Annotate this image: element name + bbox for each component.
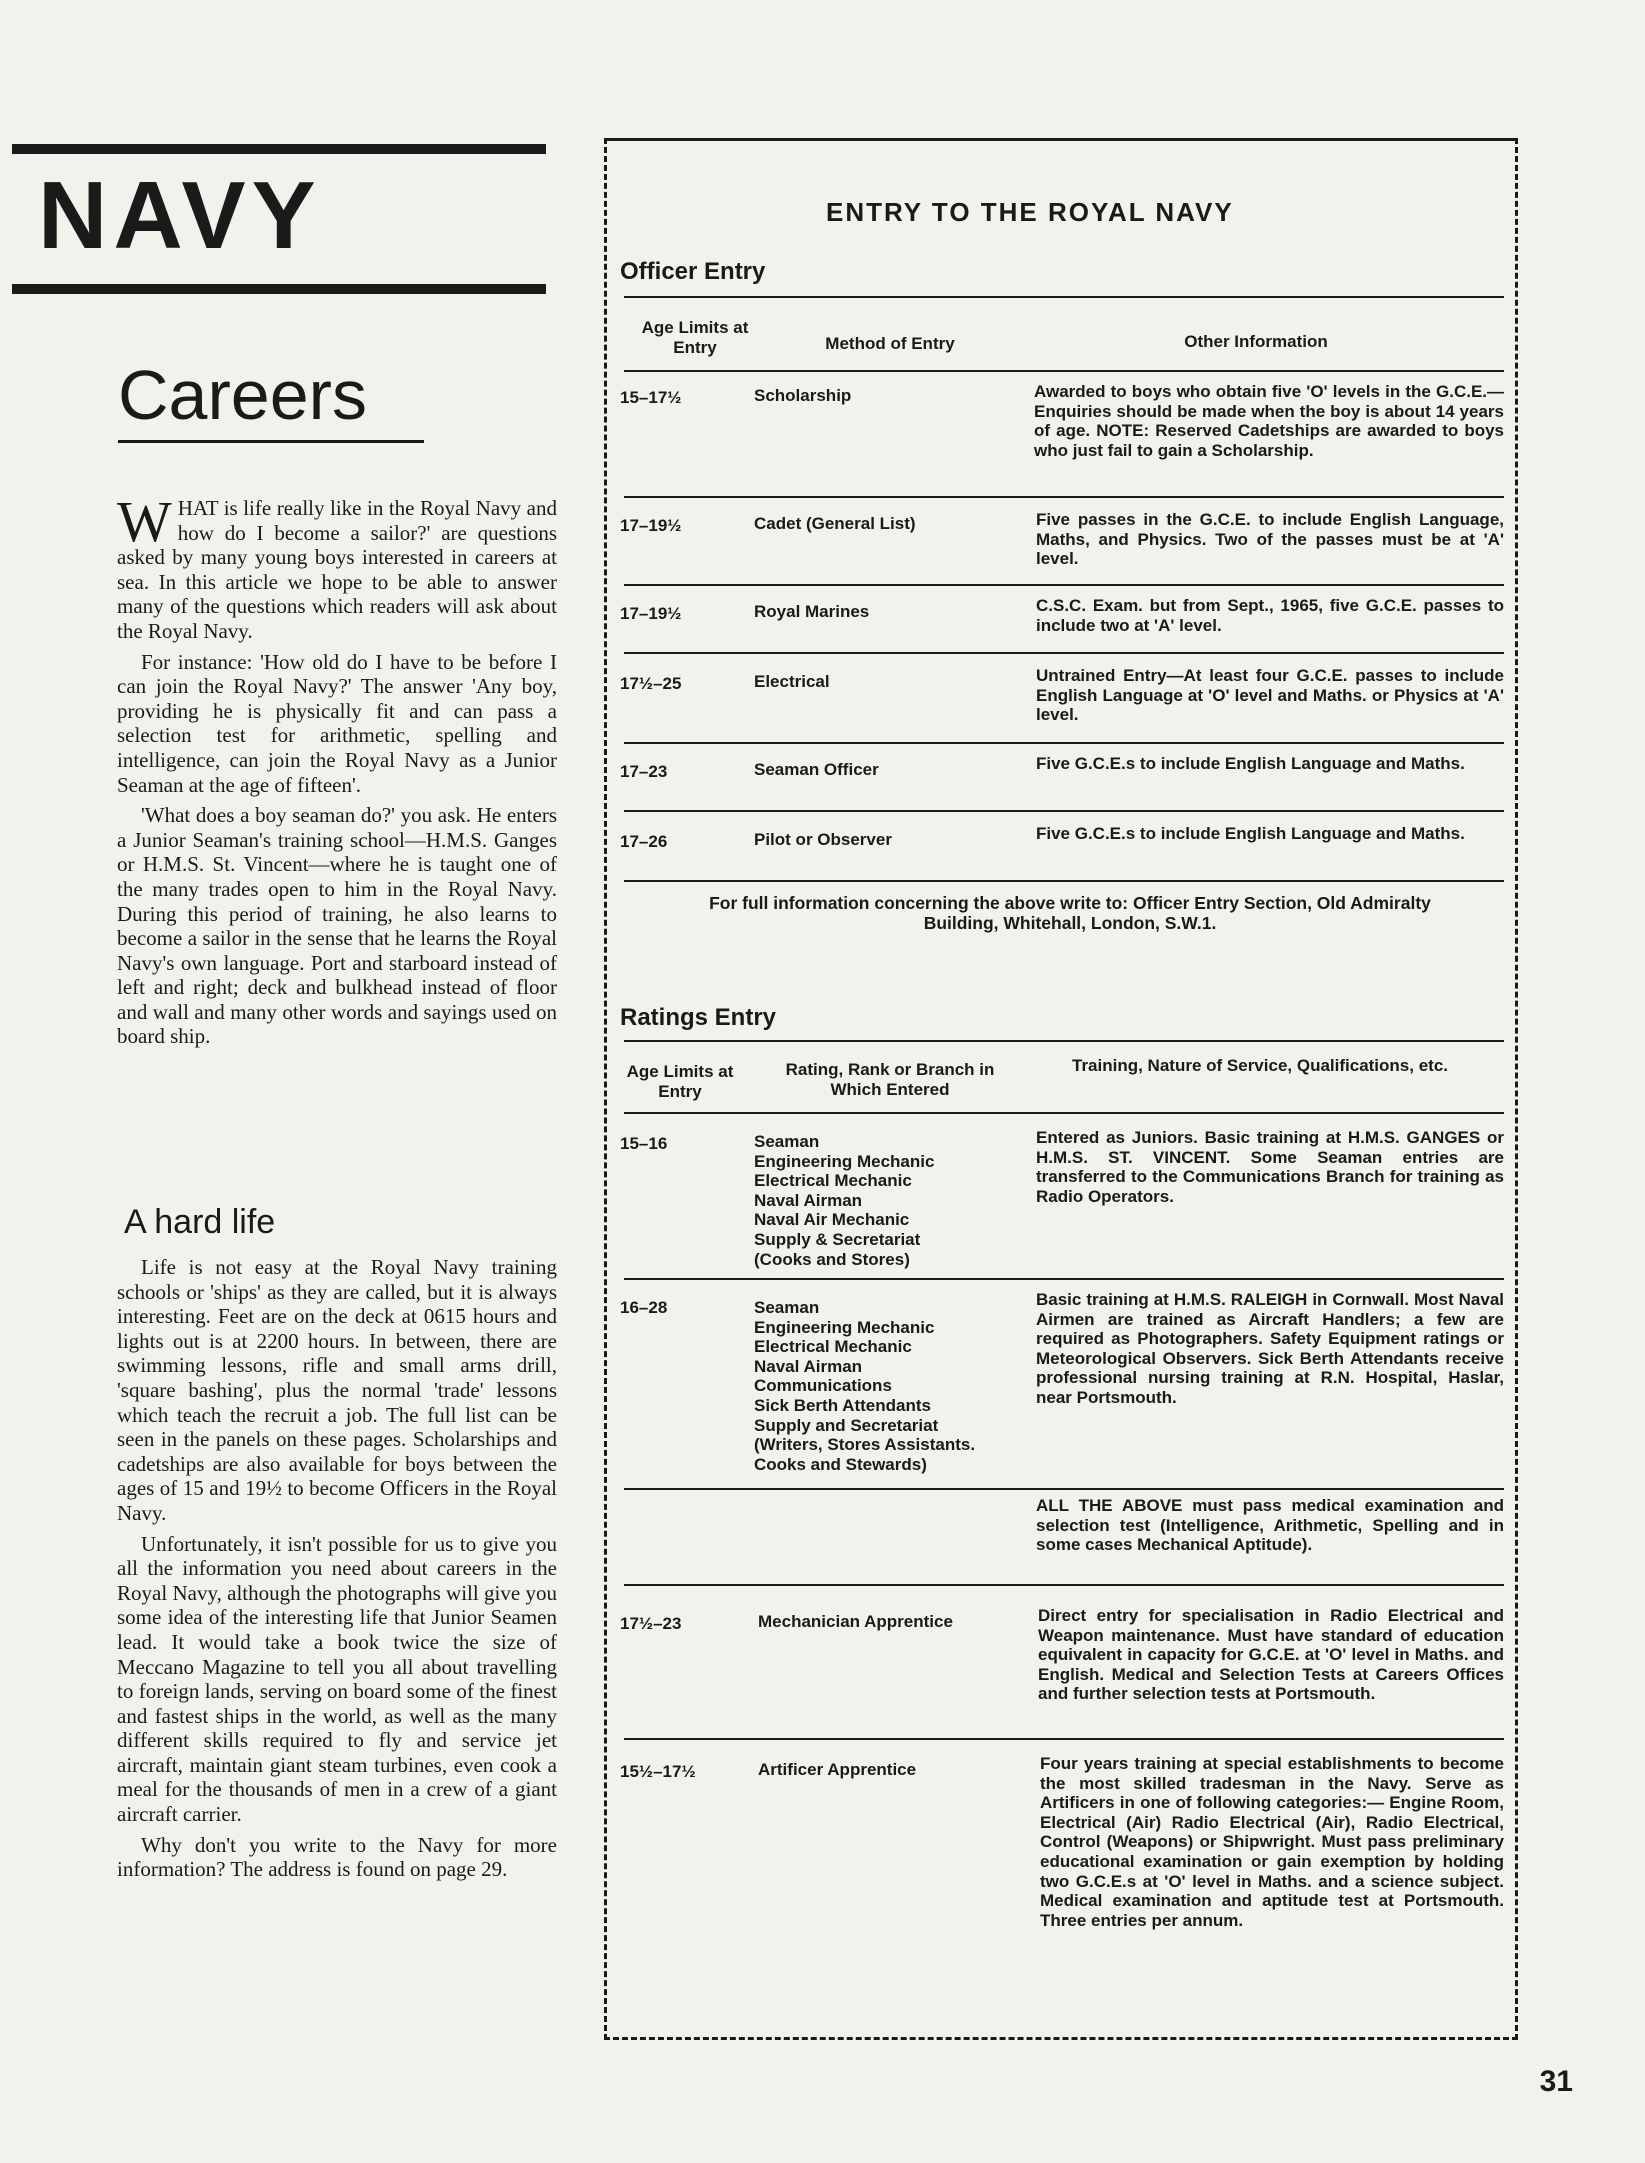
ratings-row-branch-list bbox=[758, 1612, 1018, 1632]
officer-entry-address-note: For full information concerning the above write to: Officer Entry Section, Old Admiralty Building, Whitehall, London, S.W.1. bbox=[709, 893, 1431, 933]
ratings-col-age-header: Age Limits at Entry bbox=[626, 1062, 734, 1101]
officer-row-age: 17–19½ bbox=[620, 604, 682, 623]
officer-row-method: Pilot or Observer bbox=[754, 830, 892, 849]
officer-row-info: Five passes in the G.C.E. to include English Language, Maths, and Physics. Two of the passes must be at 'A' level. bbox=[1036, 510, 1504, 569]
ratings-col-info-header: Training, Nature of Service, Qualifications, etc. bbox=[1072, 1056, 1448, 1075]
article-paragraph-4: Life is not easy at the Royal Navy training schools or 'ships' as they are called, but it is always interesting. Feet are on the deck at 0615 hours and lights out is at 2200 hours. In between, there are swimming lessons, rifle and small arms drill, 'square bashing', plus the normal 'trade' lessons which teach the recruit a job. The full list can be seen in the panels on these pages. Scholarships and cadetships are also available for boys between the ages of 15 and 19½ to become Officers in the Royal Navy. bbox=[117, 1255, 557, 1525]
ratings-branch-item: Electrical Mechanic bbox=[754, 1337, 912, 1357]
ratings-branch-item: (Writers, Stores Assistants. bbox=[754, 1435, 976, 1455]
ratings-row-rule bbox=[624, 1584, 1504, 1586]
article-paragraph-5: Unfortunately, it isn't possible for us to give you all the information you need about careers in the Royal Navy, although the photographs will give you some idea of the interesting life that Junior Seamen lead. It would take a book twice the size of Meccano Magazine to tell you all about travelling to foreign lands, serving on board some of the finest and fastest ships in the world, as well as the many different skills required to fly and service jet aircraft, maintain giant steam turbines, even cook a meal for the thousands of men in a crew of a giant aircraft carrier. bbox=[117, 1531, 557, 1827]
officer-row-method: Electrical bbox=[754, 672, 830, 691]
ratings-row-rule bbox=[624, 1488, 1504, 1490]
officer-row-method: Seaman Officer bbox=[754, 760, 879, 779]
ratings-row-info: Entered as Juniors. Basic training at H.M.S. GANGES or H.M.S. ST. VINCENT. Some Seaman entries are transferred to the Communications Branch for training as Radio Operators. bbox=[1036, 1128, 1504, 1206]
ratings-row-branch-list bbox=[754, 1298, 1044, 1474]
ratings-branch-item: (Cooks and Stores) bbox=[754, 1249, 910, 1269]
officer-row-info: Awarded to boys who obtain five 'O' levels in the G.C.E.—Enquiries should be made when the boy is about 14 years of age. NOTE: Reserved Cadetships are awarded to boys who just fail to gain a Scholarship. bbox=[1034, 382, 1504, 460]
masthead-title: NAVY bbox=[38, 162, 322, 269]
officer-heading-rule bbox=[624, 296, 1504, 298]
officer-row-rule bbox=[624, 880, 1504, 882]
ratings-branch-item: Naval Airman bbox=[754, 1190, 863, 1210]
drop-cap: W bbox=[117, 489, 172, 554]
officer-col-method-header: Method of Entry bbox=[825, 334, 955, 353]
officer-entry-heading: Officer Entry bbox=[620, 258, 766, 285]
officer-header-rule bbox=[624, 370, 1504, 372]
officer-row-rule bbox=[624, 742, 1504, 744]
ratings-row-age: 15½–17½ bbox=[620, 1762, 696, 1781]
officer-row-rule bbox=[624, 810, 1504, 812]
officer-col-info-header: Other Information bbox=[1184, 332, 1328, 351]
ratings-row-info: Basic training at H.M.S. RALEIGH in Cornwall. Most Naval Airmen are trained as Aircraft Handlers; a few are required as Photographers. Safety Equipment ratings or Meteorological Observers. Sick Berth Attendants receive professional nursing training at R.N. Hospital, Haslar, near Portsmouth. bbox=[1036, 1290, 1504, 1407]
article-paragraph-intro bbox=[117, 489, 557, 644]
ratings-row-age: 16–28 bbox=[620, 1298, 668, 1317]
ratings-row-branch-list bbox=[758, 1760, 1018, 1780]
article-body-bottom bbox=[117, 1255, 557, 1888]
article-body-top bbox=[117, 489, 557, 1055]
ratings-row-age: 15–16 bbox=[620, 1134, 668, 1153]
ratings-row-age: 17½–23 bbox=[620, 1614, 682, 1633]
officer-col-age-header: Age Limits at Entry bbox=[641, 318, 749, 357]
article-paragraph-2: For instance: 'How old do I have to be before I can join the Royal Navy?' The answer 'Any boy, providing he is physically fit and can pass a selection test for arithmetic, spelling and intelligence, can join the Royal Navy as a Junior Seaman at the age of fifteen'. bbox=[117, 649, 557, 797]
ratings-branch-item: Seaman bbox=[754, 1132, 820, 1151]
officer-row-method: Royal Marines bbox=[754, 602, 870, 621]
section-title: Careers bbox=[118, 356, 367, 434]
officer-row-info: Untrained Entry—At least four G.C.E. passes to include English Language at 'O' level and Maths. or Physics at 'A' level. bbox=[1036, 666, 1504, 725]
ratings-row-branch-list bbox=[754, 1132, 994, 1269]
page-number: 31 bbox=[1539, 2065, 1573, 2098]
article-paragraph-1-text: HAT is life really like in the Royal Navy and how do I become a sailor?' are questions asked by many young boys interested in careers at sea. In this article we hope to be able to answer many of the questions which readers will ask about the Royal Navy. bbox=[117, 496, 557, 643]
article-paragraph-6: Why don't you write to the Navy for more information? The address is found on page 29. bbox=[117, 1832, 557, 1882]
masthead-rule-top bbox=[12, 144, 546, 154]
section-title-underline bbox=[118, 440, 424, 443]
panel-title: ENTRY TO THE ROYAL NAVY bbox=[826, 197, 1234, 227]
ratings-branch-item: Mechanician Apprentice bbox=[758, 1612, 953, 1631]
officer-row-age: 17–26 bbox=[620, 832, 668, 851]
officer-row-rule bbox=[624, 584, 1504, 586]
ratings-branch-item: Seaman bbox=[754, 1298, 820, 1317]
ratings-header-rule bbox=[624, 1112, 1504, 1114]
officer-row-info: C.S.C. Exam. but from Sept., 1965, five G.C.E. passes to include two at 'A' level. bbox=[1036, 596, 1504, 635]
ratings-row-info: Four years training at special establishments to become the most skilled tradesman in the Navy. Serve as Artificers in one of following categories:— Engine Room, Electrical (Air) Radio Electrical (Air), Radio Electrical, Control (Weapons) or Shipwright. Must pass preliminary educational examination or gain exemption by holding two G.C.E.s at 'O' level in Maths. and a science subject. Medical examination and aptitude test at Portsmouth. Three entries per annum. bbox=[1040, 1754, 1504, 1930]
ratings-branch-item: Supply & Secretariat bbox=[754, 1229, 921, 1249]
ratings-branch-item: Cooks and Stewards) bbox=[754, 1454, 927, 1474]
officer-row-age: 17½–25 bbox=[620, 674, 682, 693]
ratings-branch-item: Communications bbox=[754, 1376, 892, 1396]
ratings-col-branch-header: Rating, Rank or Branch in Which Entered bbox=[785, 1060, 995, 1099]
ratings-branch-item: Artificer Apprentice bbox=[758, 1760, 917, 1779]
article-paragraph-3: 'What does a boy seaman do?' you ask. He enters a Junior Seaman's training school—H.M.S. Ganges or H.M.S. St. Vincent—where he is taught one of the many trades open to him in the Royal Navy. During this period of training, he also learns to become a sailor in the sense that he learns the Royal Navy's own language. Port and starboard instead of left and right; deck and bulkhead instead of floor and wall and many other words and sayings used on board ship. bbox=[117, 803, 557, 1049]
ratings-branch-item: Naval Airman bbox=[754, 1356, 863, 1376]
officer-row-age: 17–19½ bbox=[620, 516, 682, 535]
officer-row-info: Five G.C.E.s to include English Language and Maths. bbox=[1036, 754, 1465, 773]
ratings-branch-item: Sick Berth Attendants bbox=[754, 1395, 931, 1415]
ratings-row-rule bbox=[624, 1278, 1504, 1280]
ratings-row-info: ALL THE ABOVE must pass medical examination and selection test (Intelligence, Arithmetic, Spelling and in some cases Mechanical Aptitude). bbox=[1036, 1496, 1504, 1555]
ratings-row-rule bbox=[624, 1738, 1504, 1740]
officer-row-age: 17–23 bbox=[620, 762, 668, 781]
ratings-row-info: Direct entry for specialisation in Radio Electrical and Weapon maintenance. Must have standard of education equivalent in capacity for G.C.E. at 'O' level in Maths. and English. Medical and Selection Tests at Careers Offices and further selection tests at Portsmouth. bbox=[1038, 1606, 1504, 1704]
officer-row-info: Five G.C.E.s to include English Language and Maths. bbox=[1036, 824, 1465, 843]
ratings-heading-rule bbox=[624, 1040, 1504, 1042]
ratings-branch-item: Engineering Mechanic bbox=[754, 1317, 935, 1337]
ratings-branch-item: Engineering Mechanic bbox=[754, 1151, 935, 1171]
masthead-rule-bottom bbox=[12, 284, 546, 294]
officer-row-method: Scholarship bbox=[754, 386, 852, 405]
article-subheading: A hard life bbox=[124, 1203, 276, 1241]
ratings-branch-item: Naval Air Mechanic bbox=[754, 1210, 910, 1230]
ratings-branch-item: Electrical Mechanic bbox=[754, 1171, 912, 1191]
officer-row-method: Cadet (General List) bbox=[754, 514, 916, 533]
ratings-branch-item: Supply and Secretariat bbox=[754, 1415, 939, 1435]
officer-row-age: 15–17½ bbox=[620, 388, 682, 407]
ratings-entry-heading: Ratings Entry bbox=[620, 1004, 777, 1031]
officer-row-rule bbox=[624, 652, 1504, 654]
officer-row-rule bbox=[624, 496, 1504, 498]
